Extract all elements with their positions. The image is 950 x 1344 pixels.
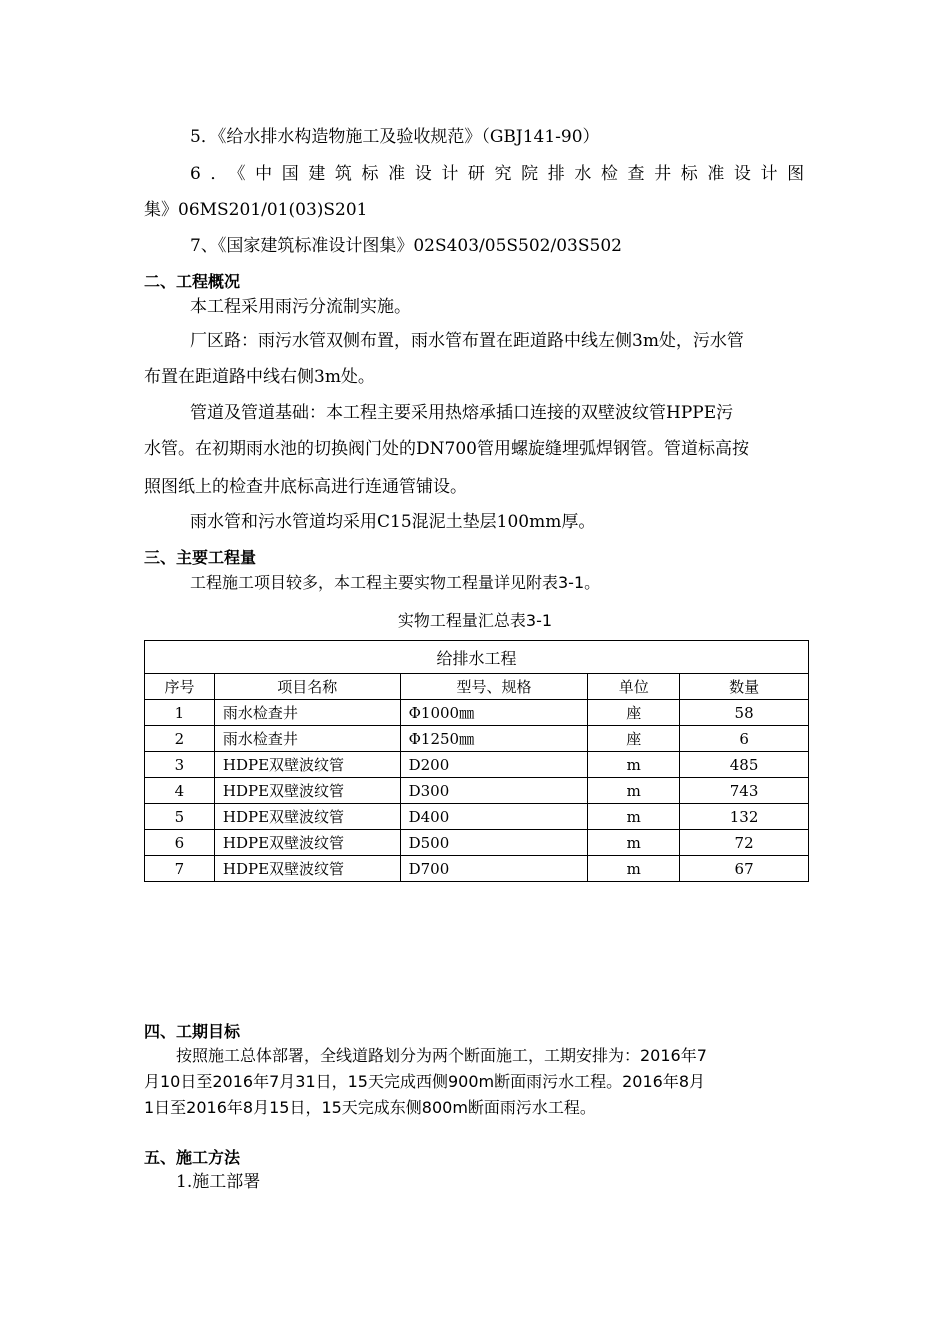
cell-quantity: 743 — [680, 778, 809, 804]
cell-quantity: 6 — [680, 726, 809, 752]
header-item-name: 项目名称 — [214, 674, 400, 700]
section-2-line-4: 管道及管道基础：本工程主要采用热熔承插口连接的双壁波纹管HPPE污 — [190, 403, 734, 423]
header-spec: 型号、规格 — [400, 674, 588, 700]
cell-item-name: 雨水检查井 — [214, 700, 400, 726]
cell-quantity: 72 — [680, 830, 809, 856]
cell-index: 7 — [145, 856, 215, 882]
cell-unit: m — [588, 830, 680, 856]
cell-item-name: HDPE双壁波纹管 — [214, 856, 400, 882]
cell-index: 2 — [145, 726, 215, 752]
header-index: 序号 — [145, 674, 215, 700]
cell-index: 3 — [145, 752, 215, 778]
cell-index: 4 — [145, 778, 215, 804]
cell-unit: 座 — [588, 726, 680, 752]
table-row — [145, 700, 809, 726]
cell-quantity: 132 — [680, 804, 809, 830]
header-quantity: 数量 — [680, 674, 809, 700]
section-4-line-3: 1日至2016年8月15日，15天完成东侧800m断面雨污水工程。 — [144, 1098, 596, 1117]
reference-7: 7、《国家建筑标准设计图集》02S403/05S502/03S502 — [190, 236, 622, 256]
table-row — [145, 856, 809, 882]
cell-spec: D700 — [400, 856, 588, 882]
section-3-heading: 三、主要工程量 — [144, 548, 257, 567]
cell-spec: D400 — [400, 804, 588, 830]
cell-unit: 座 — [588, 700, 680, 726]
section-2-line-3: 布置在距道路中线右侧3m处。 — [144, 367, 375, 387]
table-row — [145, 778, 809, 804]
section-2-line-7: 雨水管和污水管道均采用C15混泥土垫层100mm厚。 — [190, 512, 596, 532]
cell-unit: m — [588, 804, 680, 830]
section-4-line-1: 按照施工总体部署，全线道路划分为两个断面施工，工期安排为：2016年7 — [176, 1046, 707, 1065]
section-2-line-2: 厂区路：雨污水管双侧布置，雨水管布置在距道路中线左侧3m处，污水管 — [190, 331, 744, 351]
cell-index: 1 — [145, 700, 215, 726]
cell-item-name: HDPE双壁波纹管 — [214, 778, 400, 804]
table-row — [145, 804, 809, 830]
cell-spec: Φ1250㎜ — [400, 726, 588, 752]
cell-item-name: HDPE双壁波纹管 — [214, 804, 400, 830]
cell-item-name: 雨水检查井 — [214, 726, 400, 752]
table-row — [145, 830, 809, 856]
reference-6: 6．《中国建筑标准设计研究院排水检查井标准设计图 — [190, 164, 814, 184]
section-2-line-5: 水管。在初期雨水池的切换阀门处的DN700管用螺旋缝埋弧焊钢管。管道标高按 — [144, 439, 749, 459]
cell-unit: m — [588, 856, 680, 882]
cell-quantity: 58 — [680, 700, 809, 726]
quantity-table — [144, 640, 809, 882]
cell-spec: D300 — [400, 778, 588, 804]
cell-unit: m — [588, 752, 680, 778]
cell-spec: D200 — [400, 752, 588, 778]
cell-unit: m — [588, 778, 680, 804]
cell-spec: Φ1000㎜ — [400, 700, 588, 726]
cell-quantity: 67 — [680, 856, 809, 882]
reference-6-cont: 集》06MS201/01(03)S201 — [144, 200, 368, 220]
section-2-line-1: 本工程采用雨污分流制实施。 — [190, 297, 411, 317]
cell-item-name: HDPE双壁波纹管 — [214, 752, 400, 778]
table-title-row — [145, 641, 809, 674]
table-header-row — [145, 674, 809, 700]
table-title: 给排水工程 — [145, 641, 809, 674]
header-unit: 单位 — [588, 674, 680, 700]
section-5-heading: 五、施工方法 — [144, 1148, 241, 1167]
cell-quantity: 485 — [680, 752, 809, 778]
table-row — [145, 726, 809, 752]
section-4-heading: 四、工期目标 — [144, 1022, 241, 1041]
cell-index: 6 — [145, 830, 215, 856]
section-3-intro: 工程施工项目较多，本工程主要实物工程量详见附表3-1。 — [190, 573, 601, 592]
section-2-line-6: 照图纸上的检查井底标高进行连通管铺设。 — [144, 477, 467, 497]
cell-index: 5 — [145, 804, 215, 830]
table-row — [145, 752, 809, 778]
section-4-line-2: 月10日至2016年7月31日，15天完成西侧900m断面雨污水工程。2016年8月 — [144, 1072, 706, 1091]
reference-5: 5．《给水排水构造物施工及验收规范》（GBJ141-90） — [190, 127, 600, 147]
cell-spec: D500 — [400, 830, 588, 856]
section-5-item-1: 1.施工部署 — [176, 1172, 261, 1192]
section-2-heading: 二、工程概况 — [144, 272, 241, 291]
cell-item-name: HDPE双壁波纹管 — [214, 830, 400, 856]
table-caption: 实物工程量汇总表3-1 — [397, 611, 553, 630]
